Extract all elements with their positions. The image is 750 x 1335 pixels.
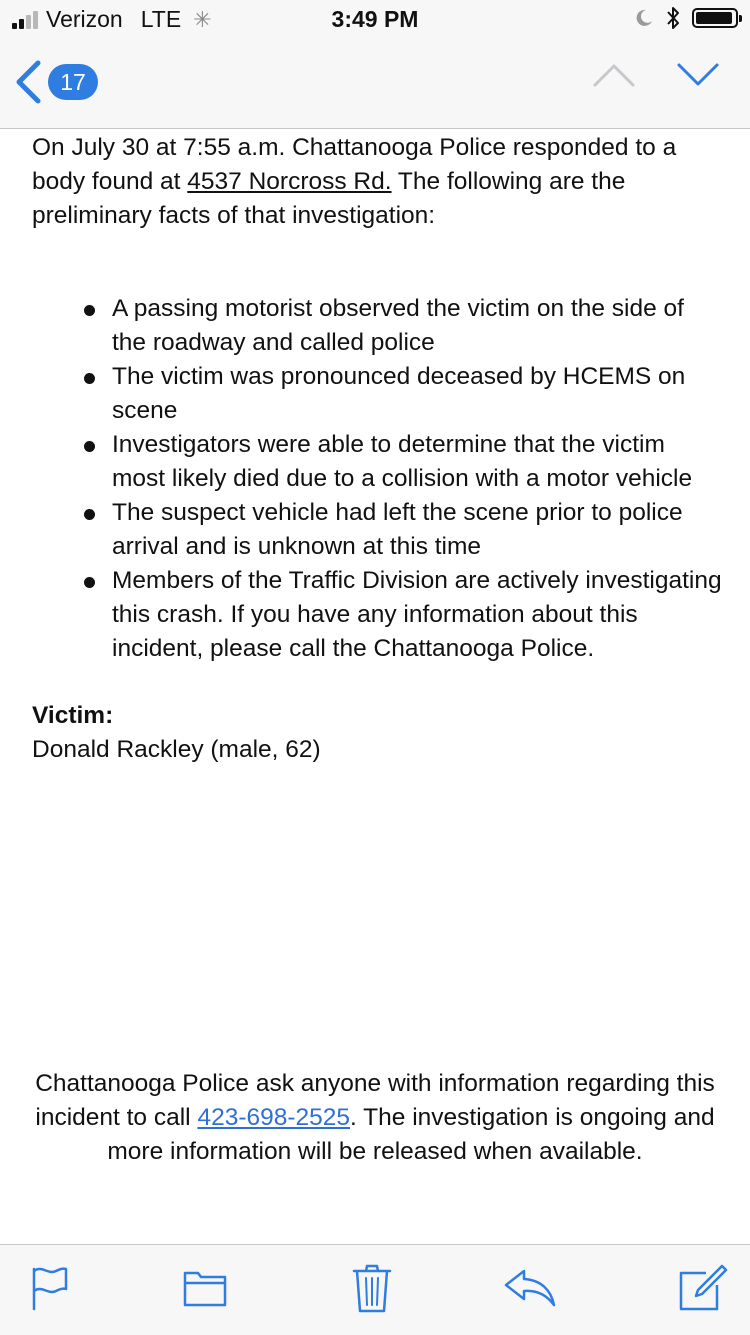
next-message-icon[interactable] — [676, 62, 720, 88]
footer-note — [20, 1067, 730, 1169]
victim-heading: Victim: — [32, 702, 114, 729]
flag-icon[interactable] — [30, 1263, 70, 1311]
list-item: The suspect vehicle had left the scene prior to police arrival and is unknown at this time — [32, 496, 722, 564]
status-right — [634, 6, 738, 30]
back-chevron-icon — [14, 60, 42, 104]
intro-text-end: The following are the preliminary facts of that investigation: — [32, 168, 626, 229]
list-item: Members of the Traffic Division are actively investigating this crash. If you have any information about this incident, please call the Chattanooga Police. — [32, 564, 722, 666]
facts-list — [32, 292, 722, 666]
footer-text-end: . The investigation is ongoing and more information will be released when available. — [107, 1104, 715, 1165]
message-nav-bar — [0, 40, 750, 129]
list-item: Investigators were able to determine that the victim most likely died due to a collision with a motor vehicle — [32, 428, 722, 496]
do-not-disturb-moon-icon — [634, 8, 654, 28]
footer-text-start: Chattanooga Police ask anyone with information regarding this incident to call — [35, 1070, 715, 1131]
address-link[interactable]: 4537 Norcross Rd. — [187, 168, 392, 195]
status-time: 3:49 PM — [331, 6, 419, 32]
message-navigation — [592, 62, 720, 88]
message-text — [32, 129, 722, 767]
list-item: The victim was pronounced deceased by HCEMS on scene — [32, 360, 722, 428]
battery-level — [696, 12, 732, 24]
previous-message-icon[interactable] — [592, 62, 636, 88]
bottom-toolbar — [0, 1244, 750, 1335]
compose-icon[interactable] — [678, 1263, 728, 1313]
network-type: LTE — [140, 6, 182, 32]
message-body[interactable] — [0, 129, 750, 1244]
battery-icon — [692, 8, 738, 28]
status-bar — [0, 0, 750, 40]
list-item: A passing motorist observed the victim on the side of the roadway and called police — [32, 292, 722, 360]
victim-name: Donald Rackley (male, 62) — [32, 736, 321, 763]
network-activity-icon: ✳ — [193, 6, 212, 32]
folder-icon[interactable] — [183, 1263, 227, 1311]
unread-count-badge: 17 — [48, 64, 98, 100]
reply-icon[interactable] — [504, 1263, 556, 1311]
intro-paragraph — [32, 131, 722, 233]
carrier-name: Verizon — [46, 6, 123, 32]
bluetooth-icon — [666, 6, 680, 30]
intro-text-start: On July 30 at 7:55 a.m. Chattanooga Police responded to a body found at — [32, 134, 677, 195]
phone-link[interactable]: 423-698-2525 — [197, 1104, 351, 1131]
back-button[interactable] — [14, 60, 98, 104]
trash-icon[interactable] — [352, 1263, 392, 1315]
